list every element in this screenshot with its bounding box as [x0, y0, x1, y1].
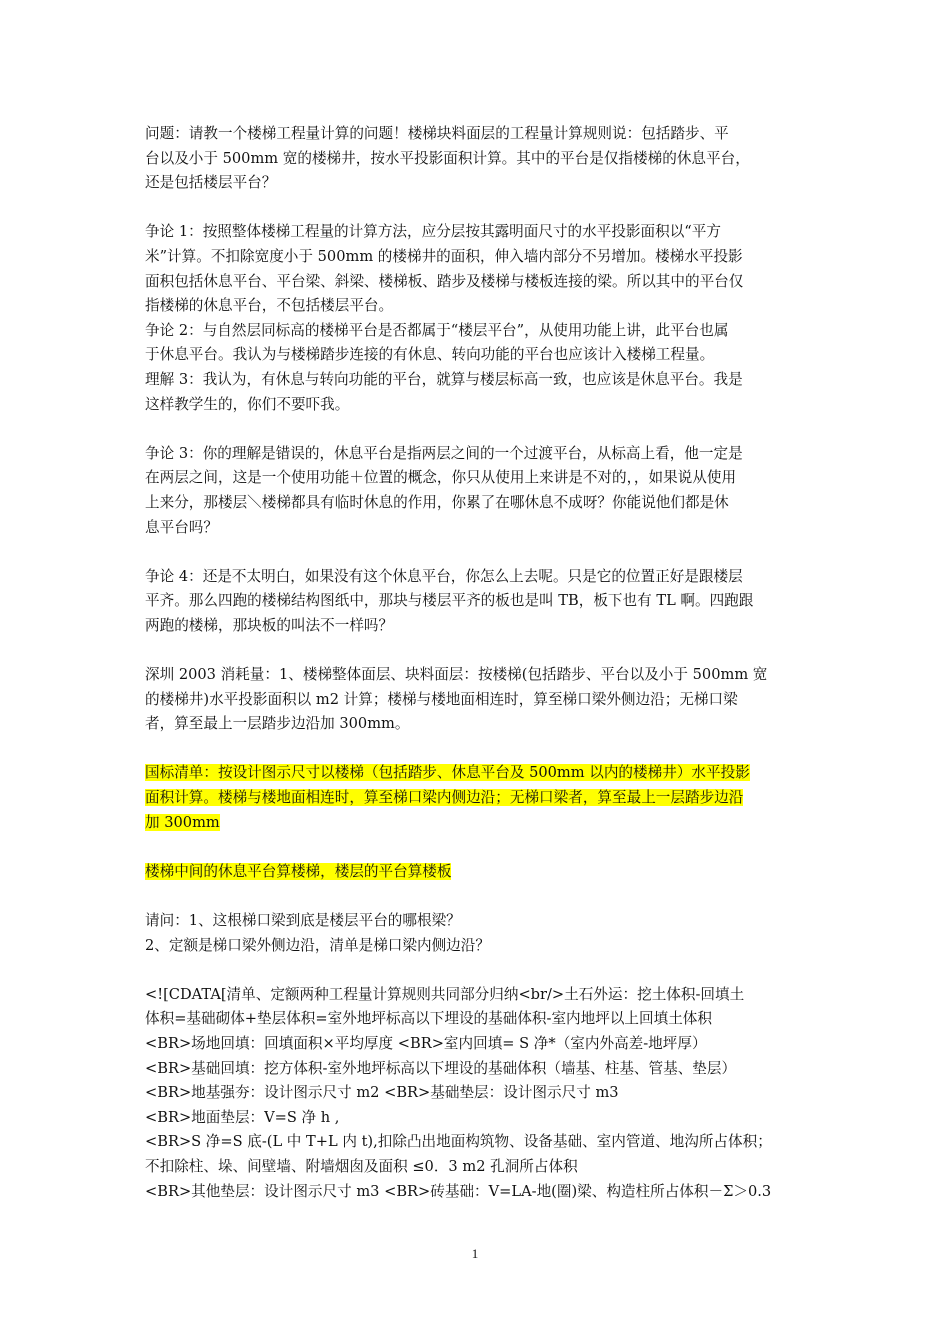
text-line: 指楼梯的休息平台，不包括楼层平台。 — [145, 297, 394, 315]
paragraph-national-list — [145, 761, 810, 835]
text-line: <BR>其他垫层：设计图示尺寸 m3 <BR>砖基础：V=LA-地(圈)梁、构造柱所占体积－Σ＞0.3 — [145, 1182, 772, 1200]
text-line: 上来分，那楼层＼楼梯都具有临时休息的作用，你累了在哪休息不成呀？你能说他们都是休 — [145, 493, 729, 511]
text-line: 面积计算。楼梯与楼地面相连时，算至梯口梁内侧边沿；无梯口梁者，算至最上一层踏步边沿 — [145, 789, 744, 807]
paragraph-spacer — [145, 638, 810, 663]
paragraph-cdata-block — [145, 983, 810, 1204]
text-line: 台以及小于 500mm 宽的楼梯井，按水平投影面积计算。其中的平台是仅指楼梯的休息平台， — [145, 149, 750, 167]
text-line: 楼梯中间的休息平台算楼梯，楼层的平台算楼板 — [145, 862, 452, 880]
text-line: 加 300mm — [145, 813, 220, 831]
text-line: 问题：请教一个楼梯工程量计算的问题！楼梯块料面层的工程量计算规则说：包括踏步、平 — [145, 125, 729, 142]
text-line: 请问：1、这根梯口梁到底是楼层平台的哪根梁？ — [145, 912, 461, 929]
paragraph-spacer — [145, 884, 810, 909]
paragraph-question — [145, 122, 810, 196]
paragraph-argument-2 — [145, 319, 810, 368]
document-body — [145, 122, 810, 1204]
text-line: <BR>S 净=S 底-(L 中 T+L 内 t),扣除凸出地面构筑物、设备基础、室内管道、地沟所占体积； — [145, 1133, 772, 1151]
text-line: 争论 1：按照整体楼梯工程量的计算方法，应分层按其露明面尺寸的水平投影面积以“平方 — [145, 223, 721, 241]
text-line: <![CDATA[清单、定额两种工程量计算规则共同部分归纳<br/>土石外运：挖土体积-回填土 — [145, 985, 745, 1003]
paragraph-understanding-3 — [145, 368, 810, 417]
paragraph-argument-3 — [145, 442, 810, 540]
paragraph-argument-4 — [145, 565, 810, 639]
paragraph-shenzhen-2003 — [145, 663, 810, 737]
text-line: 深圳 2003 消耗量：1、楼梯整体面层、块料面层：按楼梯(包括踏步、平台以及小于 500mm 宽 — [145, 666, 768, 684]
text-line: <BR>场地回填：回填面积×平均厚度 <BR>室内回填= S 净*（室内外高差-地坪厚） — [145, 1034, 707, 1052]
paragraph-argument-1 — [145, 220, 810, 318]
text-line: 争论 4：还是不太明白，如果没有这个休息平台，你怎么上去呢。只是它的位置正好是跟楼层 — [145, 567, 743, 585]
paragraph-spacer — [145, 540, 810, 565]
paragraph-spacer — [145, 737, 810, 762]
text-line: 2、定额是梯口梁外侧边沿，清单是梯口梁内侧边沿？ — [145, 936, 490, 954]
text-line: 者，算至最上一层踏步边沿加 300mm。 — [145, 715, 410, 733]
text-line: 于休息平台。我认为与楼梯踏步连接的有休息、转向功能的平台也应该计入楼梯工程量。 — [145, 346, 715, 364]
text-line: 米”计算。不扣除宽度小于 500mm 的楼梯井的面积，伸入墙内部分不另增加。楼梯水平投影 — [145, 247, 743, 265]
paragraph-please-ask — [145, 909, 810, 958]
text-line: 这样教学生的，你们不要吓我。 — [145, 395, 350, 413]
text-line: 体积=基础砌体+垫层体积=室外地坪标高以下埋设的基础体积-室内地坪以上回填土体积 — [145, 1010, 712, 1028]
text-line: 还是包括楼层平台？ — [145, 174, 277, 192]
page-number: 1 — [471, 1246, 479, 1261]
text-line: 争论 2：与自然层同标高的楼梯平台是否都属于“楼层平台”，从使用功能上讲，此平台也属 — [145, 321, 729, 339]
text-line: 争论 3：你的理解是错误的，休息平台是指两层之间的一个过渡平台，从标高上看，他一定是 — [145, 444, 743, 462]
text-line: 平齐。那么四跑的楼梯结构图纸中，那块与楼层平齐的板也是叫 TB，板下也有 TL 啊。四跑跟 — [145, 592, 754, 610]
text-line: 的楼梯井)水平投影面积以 m2 计算；楼梯与楼地面相连时，算至梯口梁外侧边沿；无梯口梁 — [145, 690, 738, 708]
text-line: 息平台吗？ — [145, 518, 218, 536]
text-line: 理解 3：我认为，有休息与转向功能的平台，就算与楼层标高一致，也应该是休息平台。我是 — [145, 370, 743, 388]
paragraph-spacer — [145, 958, 810, 983]
paragraph-rule-summary — [145, 860, 810, 885]
text-line: 在两层之间，这是一个使用功能＋位置的概念，你只从使用上来讲是不对的，，如果说从使用 — [145, 469, 737, 487]
text-line: <BR>基础回填：挖方体积-室外地坪标高以下埋设的基础体积（墙基、柱基、管基、垫层） — [145, 1059, 737, 1077]
paragraph-spacer — [145, 835, 810, 860]
text-line: <BR>地面垫层：V=S 净 h , — [145, 1108, 340, 1126]
text-line: 两跑的楼梯，那块板的叫法不一样吗？ — [145, 616, 394, 634]
paragraph-spacer — [145, 417, 810, 442]
text-line: 不扣除柱、垛、间壁墙、附墙烟囱及面积 ≤0．3 m2 孔洞所占体积 — [145, 1157, 578, 1175]
paragraph-spacer — [145, 196, 810, 221]
text-line: 面积包括休息平台、平台梁、斜梁、楼梯板、踏步及楼梯与楼板连接的梁。所以其中的平台仅 — [145, 272, 744, 290]
text-line: <BR>地基强夯：设计图示尺寸 m2 <BR>基础垫层：设计图示尺寸 m3 — [145, 1084, 619, 1102]
text-line: 国标清单：按设计图示尺寸以楼梯（包括踏步、休息平台及 500mm 以内的楼梯井）水平投影 — [145, 764, 750, 782]
